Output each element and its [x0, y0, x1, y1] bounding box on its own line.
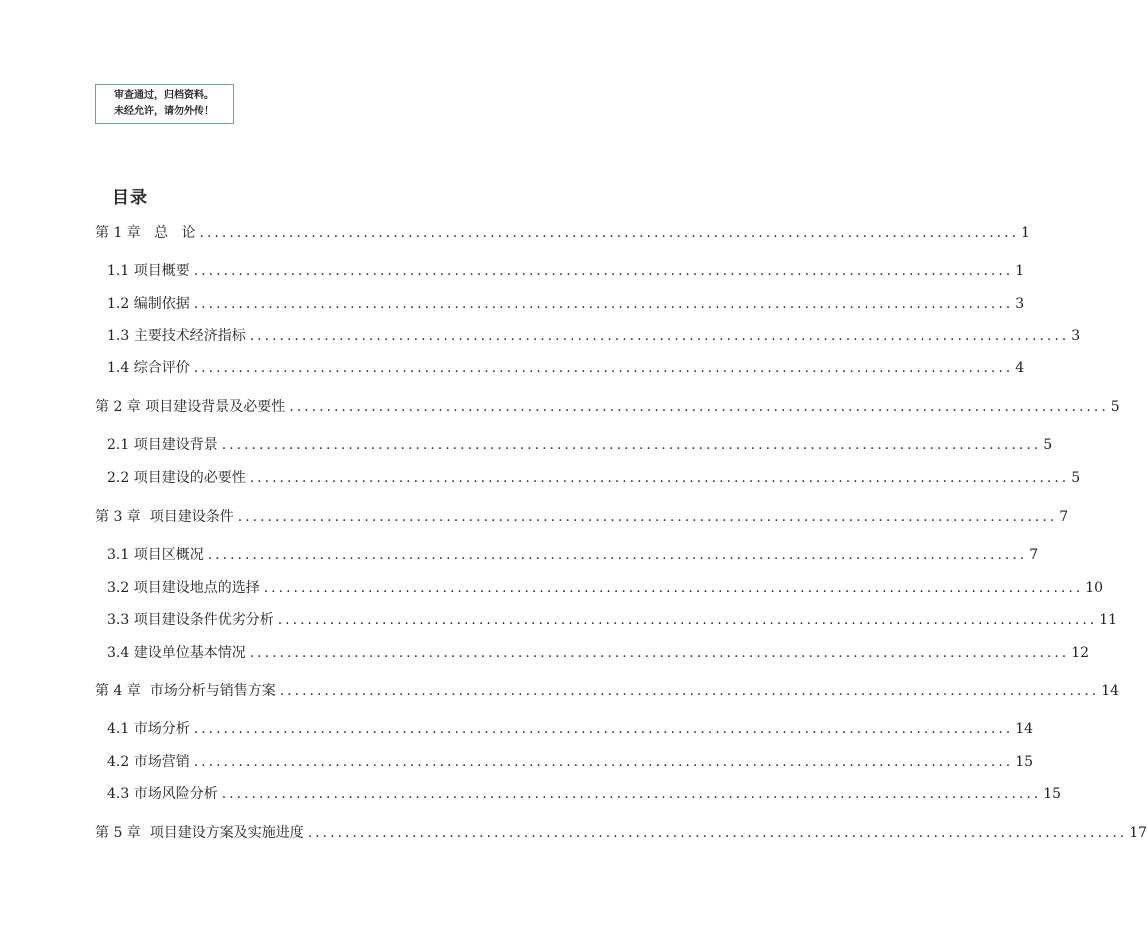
toc-dot-leader: .............................................................................................................. [193, 296, 1014, 312]
approval-stamp [95, 84, 234, 124]
stamp-line-1: 审查通过，归档资料。 [114, 90, 214, 101]
toc-entry-section-1-4[interactable] [107, 358, 1025, 378]
toc-entry-section-4-3[interactable] [107, 784, 1062, 804]
toc-entry-section-4-2[interactable] [107, 752, 1034, 772]
toc-entry-label: 第 3 章 项目建设条件 [95, 509, 234, 525]
toc-entry-label: 第 2 章 项目建设背景及必要性 [95, 399, 286, 415]
toc-page-number: 1 [1015, 263, 1025, 279]
toc-dot-leader: .............................................................................................................. [207, 547, 1028, 563]
toc-entry-label: 1.1 项目概要 [107, 263, 190, 279]
toc-entry-label: 2.2 项目建设的必要性 [107, 470, 246, 486]
toc-dot-leader: .............................................................................................................. [263, 580, 1084, 596]
toc-entry-section-3-3[interactable] [107, 610, 1118, 630]
toc-entry-chapter-3[interactable] [95, 507, 1069, 527]
stamp-line-2: 未经允许，请勿外传！ [114, 106, 214, 117]
toc-page-number: 15 [1043, 786, 1062, 802]
toc-dot-leader: .............................................................................................................. [193, 754, 1014, 770]
toc-dot-leader: .............................................................................................................. [221, 786, 1042, 802]
toc-page-number: 11 [1099, 612, 1118, 628]
toc-entry-chapter-1[interactable] [95, 223, 1030, 243]
toc-entry-label: 1.4 综合评价 [107, 360, 190, 376]
toc-page-number: 15 [1015, 754, 1034, 770]
toc-entry-label: 第 1 章 总 论 [95, 225, 196, 241]
toc-entry-label: 第 5 章 项目建设方案及实施进度 [95, 825, 304, 841]
toc-dot-leader: .............................................................................................................. [237, 509, 1058, 525]
toc-entry-label: 1.2 编制依据 [107, 296, 190, 312]
toc-dot-leader: .............................................................................................................. [193, 360, 1014, 376]
toc-page-number: 3 [1015, 296, 1025, 312]
toc-entry-label: 3.4 建设单位基本情况 [107, 645, 246, 661]
toc-entry-label: 3.2 项目建设地点的选择 [107, 580, 260, 596]
toc-page-number: 7 [1029, 547, 1039, 563]
toc-dot-leader: .............................................................................................................. [279, 683, 1100, 699]
toc-entry-label: 1.3 主要技术经济指标 [107, 328, 246, 344]
toc-dot-leader: .............................................................................................................. [307, 825, 1128, 841]
toc-entry-chapter-4[interactable] [95, 681, 1120, 701]
toc-entry-section-4-1[interactable] [107, 719, 1034, 739]
toc-entry-section-1-2[interactable] [107, 294, 1025, 314]
toc-title: 目录 [112, 188, 148, 208]
toc-dot-leader: .............................................................................................................. [249, 645, 1070, 661]
toc-page-number: 1 [1021, 225, 1030, 241]
toc-dot-leader: .............................................................................................................. [289, 399, 1109, 415]
toc-dot-leader: .............................................................................................................. [199, 225, 1020, 241]
toc-entry-section-2-1[interactable] [107, 435, 1053, 455]
toc-page-number: 5 [1043, 437, 1053, 453]
toc-page-number: 7 [1059, 509, 1069, 525]
toc-dot-leader: .............................................................................................................. [249, 470, 1070, 486]
toc-entry-chapter-5[interactable] [95, 823, 1147, 843]
toc-page-number: 4 [1015, 360, 1025, 376]
toc-page-number: 5 [1110, 399, 1120, 415]
toc-entry-label: 3.3 项目建设条件优劣分析 [107, 612, 274, 628]
toc-page-number: 12 [1071, 645, 1090, 661]
toc-page-number: 17 [1129, 825, 1147, 841]
toc-dot-leader: .............................................................................................................. [277, 612, 1098, 628]
toc-page-number: 5 [1071, 470, 1081, 486]
toc-entry-label: 2.1 项目建设背景 [107, 437, 218, 453]
toc-dot-leader: .............................................................................................................. [193, 721, 1014, 737]
toc-entry-chapter-2[interactable] [95, 397, 1120, 417]
toc-entry-section-1-1[interactable] [107, 261, 1025, 281]
toc-page-number: 3 [1071, 328, 1081, 344]
toc-page-number: 10 [1085, 580, 1104, 596]
toc-dot-leader: .............................................................................................................. [193, 263, 1014, 279]
toc-entry-section-3-1[interactable] [107, 545, 1039, 565]
toc-entry-section-3-4[interactable] [107, 643, 1090, 663]
toc-entry-section-3-2[interactable] [107, 578, 1104, 598]
toc-page-number: 14 [1015, 721, 1034, 737]
toc-entry-label: 4.3 市场风险分析 [107, 786, 218, 802]
toc-entry-label: 4.2 市场营销 [107, 754, 190, 770]
toc-entry-label: 第 4 章 市场分析与销售方案 [95, 683, 276, 699]
toc-dot-leader: .............................................................................................................. [249, 328, 1070, 344]
toc-entry-label: 3.1 项目区概况 [107, 547, 204, 563]
toc-page-number: 14 [1101, 683, 1120, 699]
toc-entry-section-2-2[interactable] [107, 468, 1081, 488]
toc-entry-label: 4.1 市场分析 [107, 721, 190, 737]
toc-entry-section-1-3[interactable] [107, 326, 1081, 346]
toc-dot-leader: .............................................................................................................. [221, 437, 1042, 453]
